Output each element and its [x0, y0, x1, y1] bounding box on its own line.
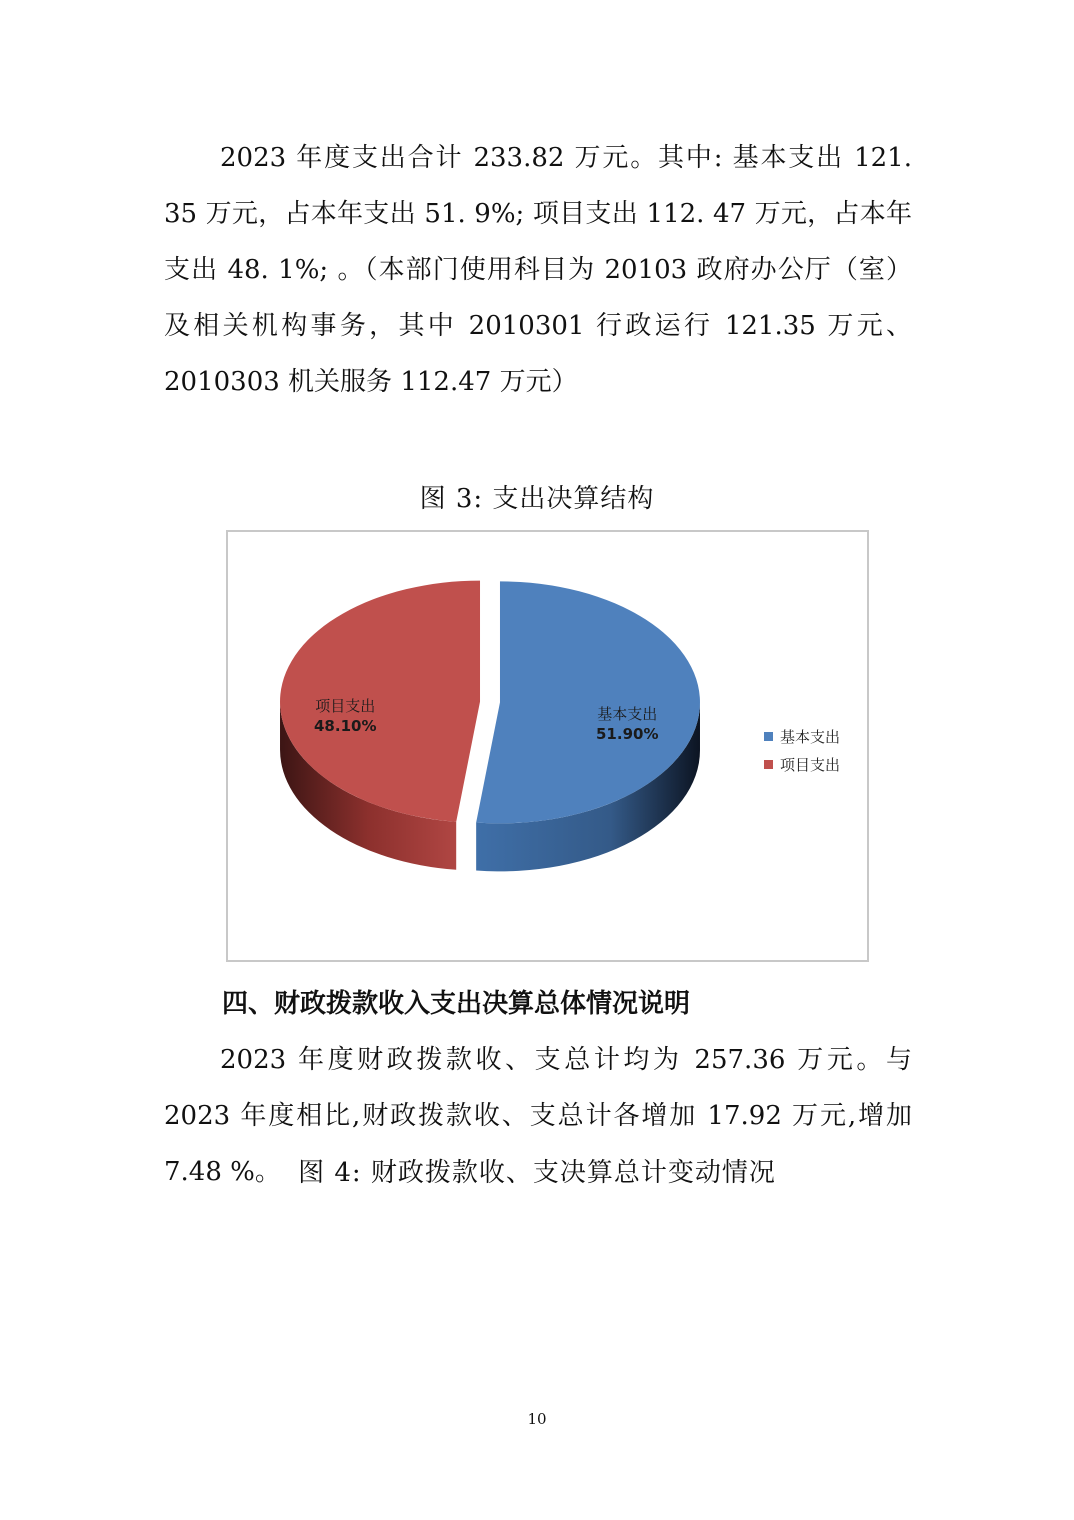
slice-label-project — [314, 696, 376, 736]
legend-swatch-basic — [764, 732, 773, 741]
chart-legend — [764, 722, 840, 778]
slice-label-basic — [596, 704, 658, 744]
legend-swatch-project — [764, 760, 773, 769]
expenditure-paragraph: 2023 年度支出合计 233.82 万元。其中: 基本支出 121. 35 万元，占本年支出 51. 9%; 项目支出 112. 47 万元，占本年支出 48. 1%; 。（本部门使用科目为 20103 政府办公厅（室）及相关机构事务，其中 2010301 行政运行 121.35 万元、2010303 机关服务 112.47 万元） — [164, 143, 912, 397]
slice-label-basic-name: 基本支出 — [597, 705, 658, 723]
figure-4-caption: 图 4: 财政拨款收、支决算总计变动情况 — [298, 1158, 776, 1188]
section-heading: 四、财政拨款收入支出决算总体情况说明 — [222, 989, 691, 1019]
page-number: 10 — [527, 1410, 547, 1428]
legend-item-project — [764, 750, 840, 778]
figure-3-caption: 图 3: 支出决算结构 — [419, 484, 655, 514]
expenditure-structure-chart — [226, 530, 869, 962]
slice-label-basic-pct: 51.90% — [596, 725, 659, 743]
legend-label-project: 项目支出 — [780, 755, 841, 774]
slice-label-project-pct: 48.10% — [314, 717, 377, 735]
legend-label-basic: 基本支出 — [780, 727, 841, 746]
legend-item-basic — [764, 722, 840, 750]
slice-label-project-name: 项目支出 — [315, 697, 376, 715]
appropriation-paragraph: 2023 年度财政拨款收、支总计均为 257.36 万元。与 2023 年度相比,财政拨款收、支总计各增加 17.92 万元,增加 7.48 %。 — [164, 1045, 912, 1187]
